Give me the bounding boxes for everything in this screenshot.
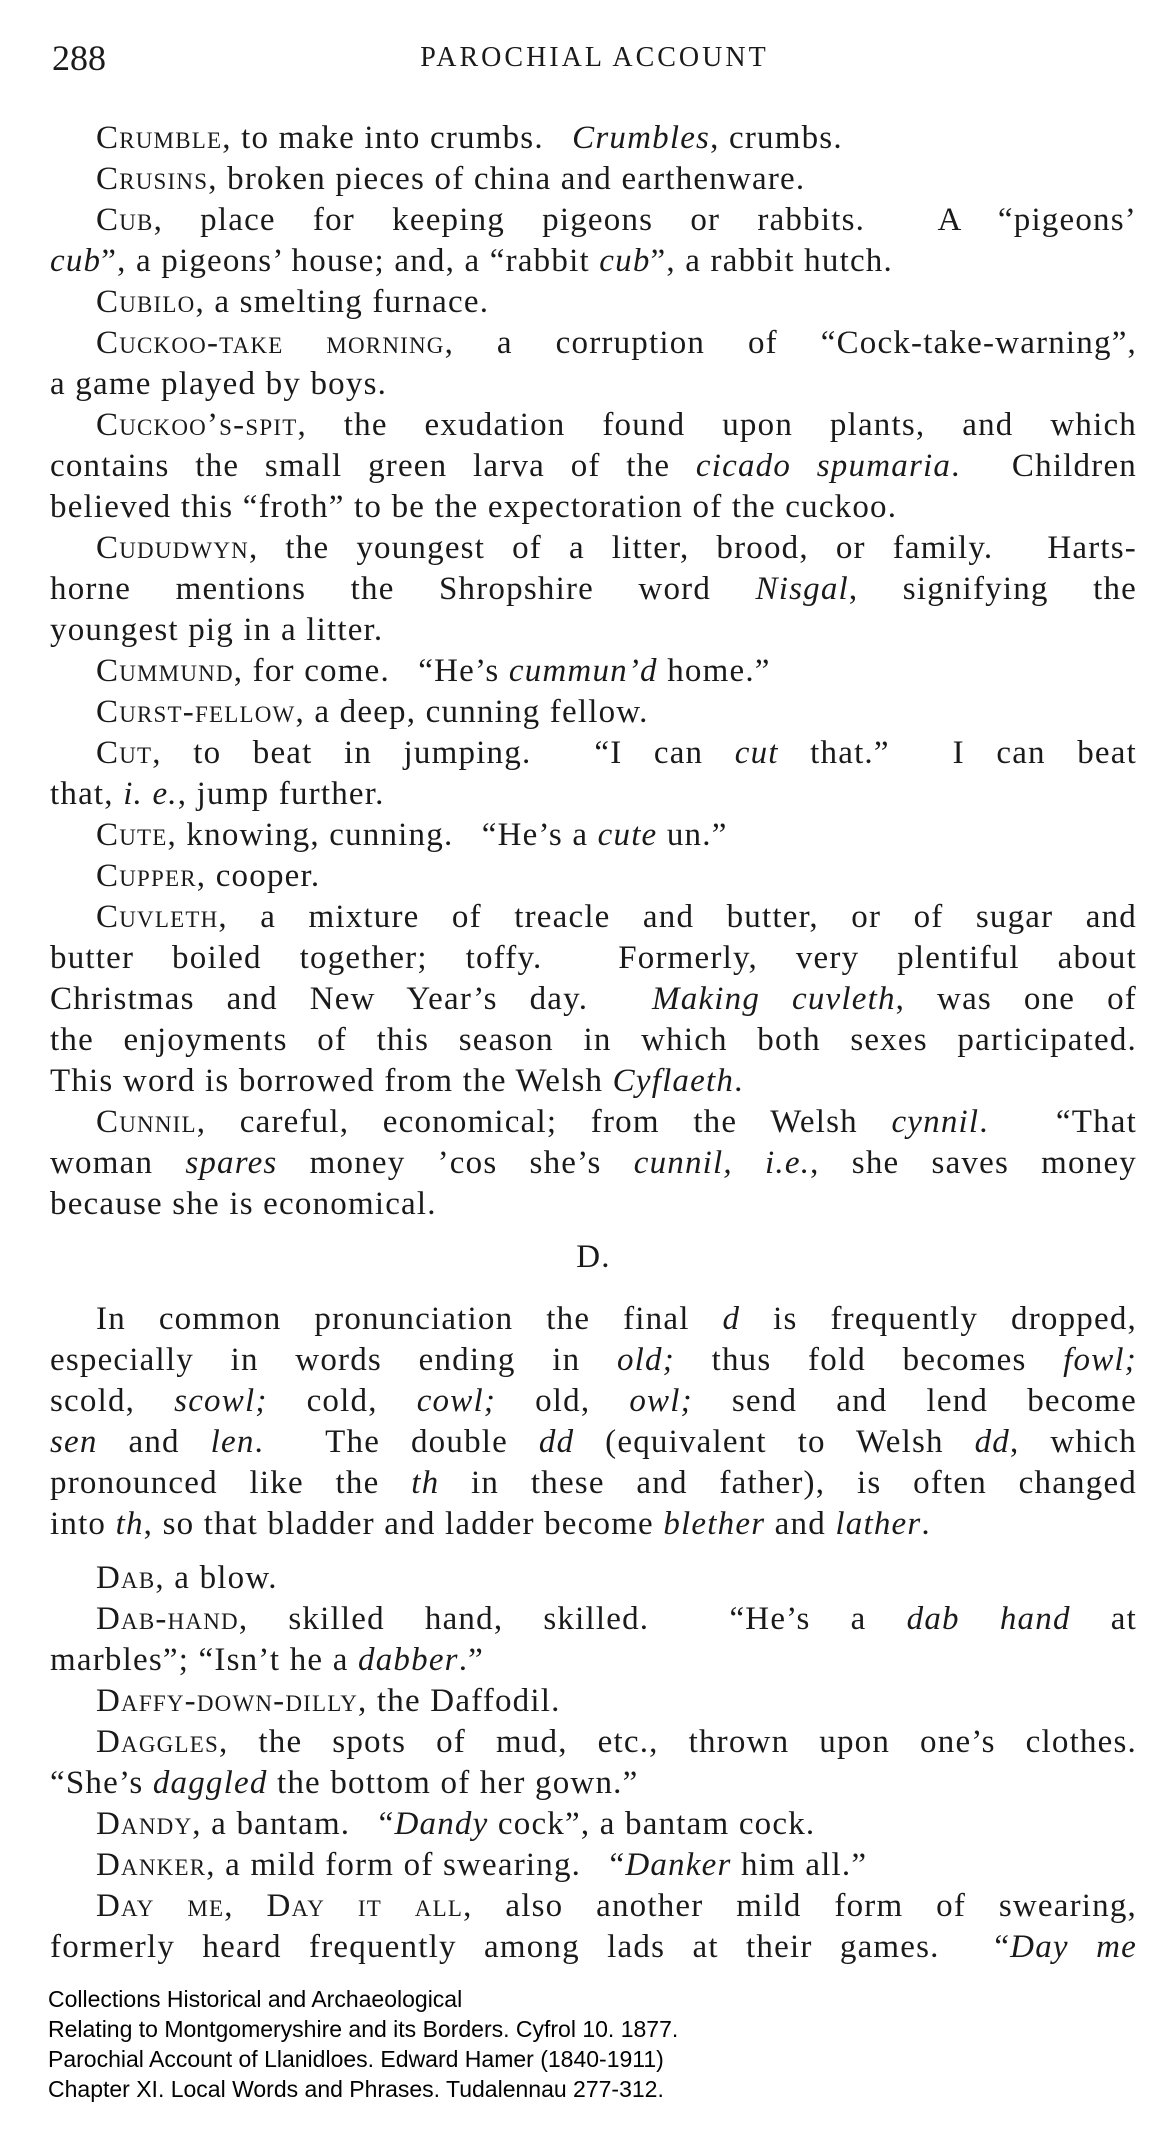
italic-text: sen <box>50 1424 98 1460</box>
paragraph <box>50 1299 1137 1545</box>
text-run: . <box>734 1063 744 1099</box>
italic-text: blether <box>663 1506 766 1542</box>
text-line <box>50 118 1137 159</box>
text-line <box>50 1143 1137 1184</box>
text-line <box>50 1886 1137 1927</box>
italic-text: cub <box>50 243 102 279</box>
text-run: un.” <box>657 817 728 853</box>
text-run: , so that bladder and ladder become <box>143 1506 664 1542</box>
headword: Dab-hand <box>96 1601 239 1637</box>
italic-text: fowl; <box>1063 1342 1137 1378</box>
italic-text: cute <box>597 817 658 853</box>
text-line <box>50 1020 1137 1061</box>
text-run: the bottom of her gown.” <box>267 1765 639 1801</box>
text-run: (equivalent to Welsh <box>574 1424 975 1460</box>
text-run: into <box>50 1506 116 1542</box>
text-run: , a smelting furnace. <box>195 284 490 320</box>
glossary-entry <box>50 118 1137 159</box>
glossary-entry <box>50 1599 1137 1681</box>
italic-text: cicado spumaria <box>695 448 952 484</box>
text-line <box>50 1184 1137 1225</box>
headword: Crusins <box>96 161 209 197</box>
text-run: marbles”; “Isn’t he a <box>50 1642 359 1678</box>
text-run: butter boiled together; toffy. Formerly, very plentiful about <box>50 940 1137 976</box>
italic-text: cub <box>599 243 651 279</box>
headword: Cummund <box>96 653 234 689</box>
italic-text: dab hand <box>906 1601 1071 1637</box>
glossary-entry <box>50 897 1137 1102</box>
text-run: , crumbs. <box>710 120 843 156</box>
text-run: , was one of <box>895 981 1137 1017</box>
text-run: , a deep, cunning fellow. <box>295 694 649 730</box>
text-run: cold, <box>267 1383 417 1419</box>
text-run: . Children <box>951 448 1137 484</box>
text-line <box>50 1340 1137 1381</box>
text-line <box>50 1640 1137 1681</box>
text-run: and <box>97 1424 211 1460</box>
text-run: , signifying the <box>848 571 1137 607</box>
text-run: formerly heard frequently among lads at their games. “ <box>50 1929 1011 1965</box>
text-run: , the spots of mud, etc., thrown upon one’s clothes. <box>218 1724 1137 1760</box>
italic-text: Making cuvleth <box>652 981 896 1017</box>
glossary-entry <box>50 282 1137 323</box>
italic-text: dd <box>974 1424 1011 1460</box>
text-run: , which <box>1010 1424 1137 1460</box>
glossary-entry <box>50 651 1137 692</box>
italic-text: len <box>210 1424 255 1460</box>
glossary-entry <box>50 1558 1137 1599</box>
text-run: , to make into crumbs. <box>222 120 573 156</box>
text-line <box>50 1299 1137 1340</box>
text-run: , broken pieces of china and earthenware. <box>208 161 806 197</box>
headword: Curst-fellow <box>96 694 296 730</box>
text-run: a game played by boys. <box>50 366 388 402</box>
page-header <box>52 36 1137 80</box>
citation-line: Collections Historical and Archaeological <box>48 1986 463 2012</box>
glossary-entry <box>50 200 1137 282</box>
page-number: 288 <box>52 38 106 78</box>
text-run: , knowing, cunning. “He’s a <box>167 817 598 853</box>
glossary-entries-d <box>50 1558 1137 1968</box>
headword: Day it all <box>266 1888 464 1924</box>
text-run: old, <box>496 1383 630 1419</box>
text-run: pronounced like the <box>50 1465 412 1501</box>
text-line <box>50 1381 1137 1422</box>
italic-text: dd <box>538 1424 575 1460</box>
text-run: send and lend become <box>692 1383 1137 1419</box>
text-run: .” <box>458 1642 485 1678</box>
text-run: horne mentions the Shropshire word <box>50 571 756 607</box>
text-line <box>50 1599 1137 1640</box>
text-line <box>50 1504 1137 1545</box>
text-line <box>50 938 1137 979</box>
section-heading-d: D. <box>576 1239 611 1275</box>
headword: Day me <box>96 1888 225 1924</box>
text-run: , the youngest of a litter, brood, or family. Harts- <box>248 530 1137 566</box>
text-run: , for come. “He’s <box>233 653 509 689</box>
text-run: because she is economical. <box>50 1186 437 1222</box>
text-run: , a mixture of treacle and butter, or of sugar and <box>218 899 1137 935</box>
headword: Cute <box>96 817 168 853</box>
italic-text: spares <box>185 1145 278 1181</box>
italic-text: Danker <box>625 1847 732 1883</box>
source-citation <box>48 1984 678 2104</box>
text-line <box>50 856 1137 897</box>
headword: Cupper <box>96 858 197 894</box>
text-run: , a mild form of swearing. “ <box>206 1847 626 1883</box>
text-run: This word is borrowed from the Welsh <box>50 1063 613 1099</box>
section-d-introduction <box>50 1299 1137 1545</box>
text-run: youngest pig in a litter. <box>50 612 384 648</box>
text-line <box>50 733 1137 774</box>
text-line <box>50 774 1137 815</box>
headword: Crumble <box>96 120 223 156</box>
glossary-entry <box>50 1845 1137 1886</box>
text-run: him all.” <box>731 1847 868 1883</box>
text-line <box>50 979 1137 1020</box>
italic-text: th <box>411 1465 440 1501</box>
text-run: and <box>765 1506 836 1542</box>
text-line <box>50 1422 1137 1463</box>
text-run: , a bantam. “ <box>192 1806 395 1842</box>
italic-text: Day me <box>1010 1929 1137 1965</box>
italic-text: i. e. <box>123 776 178 812</box>
glossary-entry <box>50 405 1137 528</box>
text-line <box>50 1463 1137 1504</box>
text-line <box>50 1804 1137 1845</box>
text-line <box>50 323 1137 364</box>
headword: Cuckoo-take morning <box>96 325 445 361</box>
italic-text: th <box>115 1506 144 1542</box>
italic-text: Dandy <box>394 1806 489 1842</box>
glossary-entry <box>50 1804 1137 1845</box>
headword: Cuckoo’s-spit <box>96 407 298 443</box>
text-run: believed this “froth” to be the expectoration of the cuckoo. <box>50 489 898 525</box>
headword: Cub <box>96 202 154 238</box>
text-line <box>50 487 1137 528</box>
text-run: , careful, economical; from the Welsh <box>196 1104 892 1140</box>
text-line <box>50 446 1137 487</box>
glossary-entry <box>50 1722 1137 1804</box>
italic-text: dabber <box>358 1642 459 1678</box>
page-body <box>50 118 1137 1968</box>
text-run: cock”, a bantam cock. <box>488 1806 816 1842</box>
glossary-entry <box>50 815 1137 856</box>
italic-text: daggled <box>152 1765 268 1801</box>
glossary-entry <box>50 1681 1137 1722</box>
text-line <box>50 651 1137 692</box>
text-line <box>50 897 1137 938</box>
text-line <box>50 1927 1137 1968</box>
running-title: PAROCHIAL ACCOUNT <box>420 42 769 73</box>
italic-text: Crumbles <box>572 120 711 156</box>
text-line <box>50 610 1137 651</box>
text-line <box>50 815 1137 856</box>
italic-text: old; <box>616 1342 675 1378</box>
text-run: that, <box>50 776 124 812</box>
italic-text: cummun’d <box>508 653 658 689</box>
text-run: . “That <box>979 1104 1137 1140</box>
glossary-entry <box>50 528 1137 651</box>
text-line <box>50 692 1137 733</box>
headword: Cuvleth <box>96 899 219 935</box>
italic-text: lather <box>835 1506 922 1542</box>
text-run: , to beat in jumping. “I can <box>152 735 735 771</box>
text-run: , also another mild form of swearing, <box>463 1888 1138 1924</box>
text-run: Christmas and New Year’s day. <box>50 981 653 1017</box>
italic-text: d <box>722 1301 741 1337</box>
text-line <box>50 569 1137 610</box>
text-run: scold, <box>50 1383 175 1419</box>
glossary-entry <box>50 1102 1137 1225</box>
text-run: the enjoyments of this season in which both sexes participated. <box>50 1022 1137 1058</box>
text-run: ”, a rabbit hutch. <box>650 243 893 279</box>
headword: Dandy <box>96 1806 193 1842</box>
text-run: especially in words ending in <box>50 1342 617 1378</box>
headword: Cut <box>96 735 153 771</box>
text-run: is frequently dropped, <box>740 1301 1137 1337</box>
citation-line: Chapter XI. Local Words and Phrases. Tudalennau 277-312. <box>48 2076 664 2102</box>
text-run: , cooper. <box>196 858 321 894</box>
text-run: , <box>224 1888 267 1924</box>
text-run: woman <box>50 1145 186 1181</box>
text-run: , place for keeping pigeons or rabbits. A “pigeons’ <box>153 202 1137 238</box>
text-line <box>50 1681 1137 1722</box>
text-run: that.” I can beat <box>778 735 1137 771</box>
text-line <box>50 1558 1137 1599</box>
text-run: , a corruption of “Cock-take-warning”, <box>444 325 1138 361</box>
text-line <box>50 1845 1137 1886</box>
text-run: In common pronunciation the final <box>96 1301 723 1337</box>
glossary-entry <box>50 692 1137 733</box>
text-run: , she saves money <box>810 1145 1137 1181</box>
headword: Daffy-down-dilly <box>96 1683 359 1719</box>
text-line <box>50 200 1137 241</box>
italic-text: cunnil, i.e. <box>633 1145 811 1181</box>
glossary-entry <box>50 856 1137 897</box>
text-line <box>50 405 1137 446</box>
headword: Dab <box>96 1560 156 1596</box>
text-run: , skilled hand, skilled. “He’s a <box>238 1601 907 1637</box>
glossary-entry <box>50 159 1137 200</box>
headword: Cubilo <box>96 284 196 320</box>
text-line <box>50 528 1137 569</box>
text-line <box>50 364 1137 405</box>
citation-line: Parochial Account of Llanidloes. Edward Hamer (1840-1911) <box>48 2046 664 2072</box>
text-run: in these and father), is often changed <box>439 1465 1137 1501</box>
glossary-entry <box>50 733 1137 815</box>
text-line <box>50 1102 1137 1143</box>
text-run: “She’s <box>50 1765 153 1801</box>
headword: Cunnil <box>96 1104 197 1140</box>
italic-text: Nisgal <box>755 571 849 607</box>
text-run: , the Daffodil. <box>358 1683 561 1719</box>
text-line <box>50 1722 1137 1763</box>
text-run: thus fold becomes <box>674 1342 1064 1378</box>
text-run: . The double <box>254 1424 539 1460</box>
text-run: , the exudation found upon plants, and which <box>297 407 1137 443</box>
text-run: , a blow. <box>155 1560 278 1596</box>
headword: Danker <box>96 1847 207 1883</box>
text-run: at <box>1070 1601 1137 1637</box>
text-run: contains the small green larva of the <box>50 448 696 484</box>
text-run: money ’cos she’s <box>277 1145 634 1181</box>
headword: Daggles <box>96 1724 219 1760</box>
glossary-entries-c <box>50 118 1137 1225</box>
italic-text: cynnil <box>891 1104 980 1140</box>
citation-line: Relating to Montgomeryshire and its Borders. Cyfrol 10. 1877. <box>48 2016 679 2042</box>
text-run: . <box>921 1506 931 1542</box>
glossary-entry <box>50 1886 1137 1968</box>
text-line <box>50 282 1137 323</box>
text-line <box>50 1763 1137 1804</box>
italic-text: cut <box>734 735 779 771</box>
glossary-entry <box>50 323 1137 405</box>
italic-text: owl; <box>629 1383 693 1419</box>
text-run: ”, a pigeons’ house; and, a “rabbit <box>101 243 600 279</box>
text-run: , jump further. <box>177 776 385 812</box>
text-line <box>50 241 1137 282</box>
italic-text: Cyflaeth <box>612 1063 735 1099</box>
italic-text: cowl; <box>416 1383 497 1419</box>
italic-text: scowl; <box>174 1383 268 1419</box>
text-line <box>50 159 1137 200</box>
headword: Cududwyn <box>96 530 249 566</box>
text-line <box>50 1061 1137 1102</box>
text-run: home.” <box>657 653 771 689</box>
